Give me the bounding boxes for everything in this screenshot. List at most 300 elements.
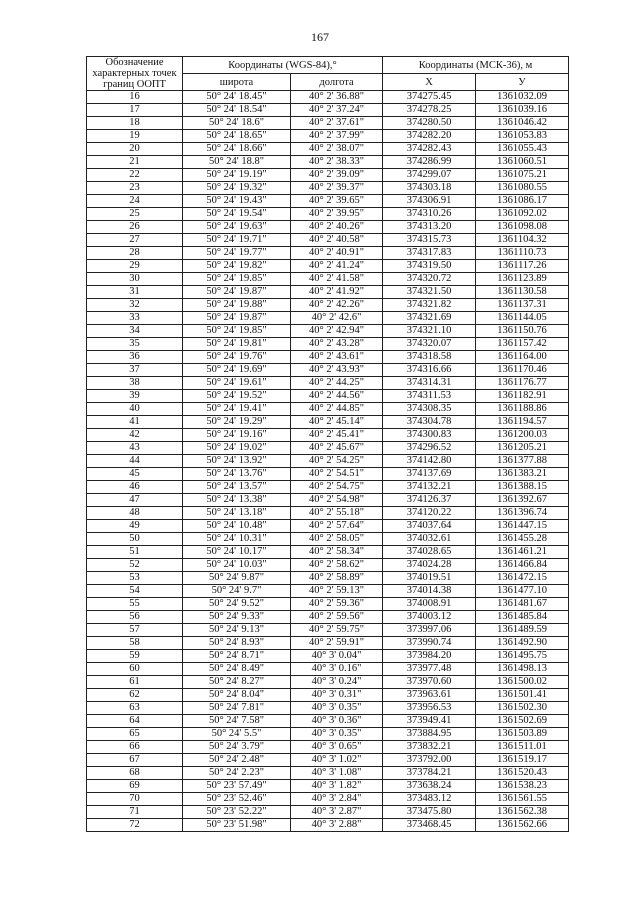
latitude-cell: 50° 24' 13.76" bbox=[183, 468, 291, 481]
y-coordinate-cell: 1361388.15 bbox=[476, 481, 569, 494]
latitude-cell: 50° 24' 13.18" bbox=[183, 507, 291, 520]
point-number-cell: 67 bbox=[87, 754, 183, 767]
x-coordinate-cell: 374282.20 bbox=[383, 130, 476, 143]
latitude-cell: 50° 24' 19.63" bbox=[183, 221, 291, 234]
point-number-cell: 39 bbox=[87, 390, 183, 403]
y-coordinate-cell: 1361188.86 bbox=[476, 403, 569, 416]
point-number-cell: 50 bbox=[87, 533, 183, 546]
latitude-cell: 50° 24' 19.54" bbox=[183, 208, 291, 221]
point-number-cell: 44 bbox=[87, 455, 183, 468]
y-coordinate-cell: 1361489.59 bbox=[476, 624, 569, 637]
table-row bbox=[87, 663, 569, 676]
table-row bbox=[87, 416, 569, 429]
latitude-cell: 50° 24' 9.13" bbox=[183, 624, 291, 637]
table-row bbox=[87, 572, 569, 585]
latitude-cell: 50° 24' 18.54" bbox=[183, 104, 291, 117]
latitude-cell: 50° 24' 19.87" bbox=[183, 312, 291, 325]
latitude-cell: 50° 24' 19.52" bbox=[183, 390, 291, 403]
x-coordinate-cell: 374014.38 bbox=[383, 585, 476, 598]
point-number-cell: 63 bbox=[87, 702, 183, 715]
table-row bbox=[87, 442, 569, 455]
x-coordinate-cell: 374120.22 bbox=[383, 507, 476, 520]
x-coordinate-cell: 374024.28 bbox=[383, 559, 476, 572]
latitude-cell: 50° 24' 8.04" bbox=[183, 689, 291, 702]
table-row bbox=[87, 728, 569, 741]
y-coordinate-cell: 1361098.08 bbox=[476, 221, 569, 234]
y-coordinate-cell: 1361205.21 bbox=[476, 442, 569, 455]
latitude-cell: 50° 24' 9.7" bbox=[183, 585, 291, 598]
longitude-cell: 40° 2' 45.41" bbox=[291, 429, 383, 442]
y-coordinate-cell: 1361561.55 bbox=[476, 793, 569, 806]
longitude-cell: 40° 2' 40.91" bbox=[291, 247, 383, 260]
latitude-cell: 50° 24' 9.33" bbox=[183, 611, 291, 624]
y-coordinate-cell: 1361383.21 bbox=[476, 468, 569, 481]
latitude-cell: 50° 24' 13.92" bbox=[183, 455, 291, 468]
x-coordinate-cell: 374317.83 bbox=[383, 247, 476, 260]
y-coordinate-cell: 1361130.58 bbox=[476, 286, 569, 299]
point-number-cell: 64 bbox=[87, 715, 183, 728]
longitude-cell: 40° 2' 40.26" bbox=[291, 221, 383, 234]
latitude-cell: 50° 24' 3.79" bbox=[183, 741, 291, 754]
table-row bbox=[87, 598, 569, 611]
table-row bbox=[87, 780, 569, 793]
table-row bbox=[87, 429, 569, 442]
table-row bbox=[87, 260, 569, 273]
latitude-cell: 50° 24' 8.27" bbox=[183, 676, 291, 689]
latitude-cell: 50° 24' 5.5" bbox=[183, 728, 291, 741]
latitude-cell: 50° 24' 19.02" bbox=[183, 442, 291, 455]
y-coordinate-cell: 1361110.73 bbox=[476, 247, 569, 260]
y-coordinate-cell: 1361200.03 bbox=[476, 429, 569, 442]
y-coordinate-cell: 1361060.51 bbox=[476, 156, 569, 169]
y-coordinate-cell: 1361377.88 bbox=[476, 455, 569, 468]
latitude-cell: 50° 24' 19.29" bbox=[183, 416, 291, 429]
longitude-cell: 40° 3' 1.82" bbox=[291, 780, 383, 793]
longitude-cell: 40° 2' 37.99" bbox=[291, 130, 383, 143]
longitude-cell: 40° 2' 59.36" bbox=[291, 598, 383, 611]
x-coordinate-cell: 373956.53 bbox=[383, 702, 476, 715]
table-row bbox=[87, 195, 569, 208]
y-coordinate-cell: 1361562.38 bbox=[476, 806, 569, 819]
latitude-cell: 50° 24' 13.38" bbox=[183, 494, 291, 507]
y-coordinate-cell: 1361194.57 bbox=[476, 416, 569, 429]
longitude-cell: 40° 3' 2.88" bbox=[291, 819, 383, 832]
y-coordinate-cell: 1361053.83 bbox=[476, 130, 569, 143]
table-row bbox=[87, 169, 569, 182]
point-number-cell: 37 bbox=[87, 364, 183, 377]
longitude-cell: 40° 2' 59.56" bbox=[291, 611, 383, 624]
longitude-cell: 40° 2' 42.94" bbox=[291, 325, 383, 338]
latitude-cell: 50° 23' 52.46" bbox=[183, 793, 291, 806]
x-coordinate-cell: 373784.21 bbox=[383, 767, 476, 780]
x-coordinate-cell: 373997.06 bbox=[383, 624, 476, 637]
x-coordinate-cell: 373832.21 bbox=[383, 741, 476, 754]
point-number-cell: 51 bbox=[87, 546, 183, 559]
point-number-cell: 42 bbox=[87, 429, 183, 442]
y-coordinate-cell: 1361039.16 bbox=[476, 104, 569, 117]
x-coordinate-cell: 374321.82 bbox=[383, 299, 476, 312]
longitude-cell: 40° 2' 44.25" bbox=[291, 377, 383, 390]
point-number-cell: 30 bbox=[87, 273, 183, 286]
longitude-cell: 40° 2' 44.56" bbox=[291, 390, 383, 403]
point-number-cell: 28 bbox=[87, 247, 183, 260]
longitude-cell: 40° 3' 1.02" bbox=[291, 754, 383, 767]
x-coordinate-cell: 374299.07 bbox=[383, 169, 476, 182]
latitude-cell: 50° 24' 10.31" bbox=[183, 533, 291, 546]
x-coordinate-cell: 374313.20 bbox=[383, 221, 476, 234]
table-row bbox=[87, 559, 569, 572]
table-row bbox=[87, 507, 569, 520]
longitude-cell: 40° 2' 36.88" bbox=[291, 91, 383, 104]
point-number-cell: 70 bbox=[87, 793, 183, 806]
table-row bbox=[87, 325, 569, 338]
table-row bbox=[87, 767, 569, 780]
y-coordinate-cell: 1361046.42 bbox=[476, 117, 569, 130]
x-coordinate-cell: 374310.26 bbox=[383, 208, 476, 221]
x-coordinate-cell: 374320.72 bbox=[383, 273, 476, 286]
x-coordinate-cell: 374321.10 bbox=[383, 325, 476, 338]
x-coordinate-cell: 374308.35 bbox=[383, 403, 476, 416]
longitude-cell: 40° 2' 39.65" bbox=[291, 195, 383, 208]
point-number-cell: 65 bbox=[87, 728, 183, 741]
longitude-cell: 40° 2' 59.91" bbox=[291, 637, 383, 650]
x-coordinate-cell: 374032.61 bbox=[383, 533, 476, 546]
point-number-cell: 61 bbox=[87, 676, 183, 689]
table-row bbox=[87, 741, 569, 754]
x-coordinate-cell: 374278.25 bbox=[383, 104, 476, 117]
latitude-cell: 50° 24' 9.52" bbox=[183, 598, 291, 611]
table-row bbox=[87, 299, 569, 312]
point-number-cell: 49 bbox=[87, 520, 183, 533]
table-row bbox=[87, 689, 569, 702]
point-number-cell: 25 bbox=[87, 208, 183, 221]
latitude-cell: 50° 24' 18.8" bbox=[183, 156, 291, 169]
x-coordinate-cell: 373963.61 bbox=[383, 689, 476, 702]
point-number-cell: 72 bbox=[87, 819, 183, 832]
longitude-cell: 40° 2' 43.28" bbox=[291, 338, 383, 351]
point-number-cell: 22 bbox=[87, 169, 183, 182]
point-number-cell: 29 bbox=[87, 260, 183, 273]
table-row bbox=[87, 754, 569, 767]
point-number-cell: 69 bbox=[87, 780, 183, 793]
y-coordinate-cell: 1361502.69 bbox=[476, 715, 569, 728]
table-row bbox=[87, 208, 569, 221]
y-coordinate-cell: 1361176.77 bbox=[476, 377, 569, 390]
longitude-cell: 40° 2' 58.62" bbox=[291, 559, 383, 572]
x-coordinate-cell: 374314.31 bbox=[383, 377, 476, 390]
latitude-cell: 50° 24' 2.48" bbox=[183, 754, 291, 767]
latitude-cell: 50° 24' 19.16" bbox=[183, 429, 291, 442]
latitude-cell: 50° 24' 19.69" bbox=[183, 364, 291, 377]
longitude-cell: 40° 3' 0.35" bbox=[291, 702, 383, 715]
point-number-cell: 31 bbox=[87, 286, 183, 299]
y-coordinate-cell: 1361562.66 bbox=[476, 819, 569, 832]
point-number-cell: 38 bbox=[87, 377, 183, 390]
longitude-cell: 40° 2' 39.95" bbox=[291, 208, 383, 221]
table-header bbox=[87, 57, 569, 91]
x-coordinate-cell: 374321.69 bbox=[383, 312, 476, 325]
table-row bbox=[87, 819, 569, 832]
latitude-cell: 50° 24' 10.48" bbox=[183, 520, 291, 533]
point-number-cell: 46 bbox=[87, 481, 183, 494]
x-coordinate-cell: 374126.37 bbox=[383, 494, 476, 507]
point-number-cell: 68 bbox=[87, 767, 183, 780]
x-coordinate-cell: 373977.48 bbox=[383, 663, 476, 676]
point-number-cell: 32 bbox=[87, 299, 183, 312]
longitude-cell: 40° 2' 40.58" bbox=[291, 234, 383, 247]
point-number-cell: 40 bbox=[87, 403, 183, 416]
longitude-cell: 40° 2' 57.64" bbox=[291, 520, 383, 533]
longitude-cell: 40° 2' 41.92" bbox=[291, 286, 383, 299]
latitude-cell: 50° 24' 19.87" bbox=[183, 286, 291, 299]
latitude-cell: 50° 24' 19.76" bbox=[183, 351, 291, 364]
latitude-cell: 50° 24' 18.65" bbox=[183, 130, 291, 143]
latitude-cell: 50° 24' 19.43" bbox=[183, 195, 291, 208]
table-row bbox=[87, 390, 569, 403]
y-coordinate-cell: 1361481.67 bbox=[476, 598, 569, 611]
longitude-cell: 40° 2' 55.18" bbox=[291, 507, 383, 520]
x-coordinate-cell: 374300.83 bbox=[383, 429, 476, 442]
latitude-cell: 50° 24' 9.87" bbox=[183, 572, 291, 585]
header-y: У bbox=[476, 74, 569, 91]
x-coordinate-cell: 374321.50 bbox=[383, 286, 476, 299]
table-row bbox=[87, 91, 569, 104]
latitude-cell: 50° 24' 8.71" bbox=[183, 650, 291, 663]
longitude-cell: 40° 2' 43.93" bbox=[291, 364, 383, 377]
latitude-cell: 50° 24' 19.85" bbox=[183, 273, 291, 286]
latitude-cell: 50° 24' 19.61" bbox=[183, 377, 291, 390]
x-coordinate-cell: 374008.91 bbox=[383, 598, 476, 611]
x-coordinate-cell: 373970.60 bbox=[383, 676, 476, 689]
table-row bbox=[87, 403, 569, 416]
longitude-cell: 40° 2' 58.89" bbox=[291, 572, 383, 585]
x-coordinate-cell: 373949.41 bbox=[383, 715, 476, 728]
x-coordinate-cell: 373638.24 bbox=[383, 780, 476, 793]
x-coordinate-cell: 373984.20 bbox=[383, 650, 476, 663]
table-row bbox=[87, 221, 569, 234]
table-row bbox=[87, 338, 569, 351]
header-latitude: широта bbox=[183, 74, 291, 91]
header-msk-group: Координаты (МСК-36), м bbox=[383, 57, 569, 74]
y-coordinate-cell: 1361492.90 bbox=[476, 637, 569, 650]
y-coordinate-cell: 1361396.74 bbox=[476, 507, 569, 520]
longitude-cell: 40° 2' 41.58" bbox=[291, 273, 383, 286]
longitude-cell: 40° 3' 0.35" bbox=[291, 728, 383, 741]
longitude-cell: 40° 3' 0.04" bbox=[291, 650, 383, 663]
point-number-cell: 48 bbox=[87, 507, 183, 520]
latitude-cell: 50° 24' 7.58" bbox=[183, 715, 291, 728]
y-coordinate-cell: 1361075.21 bbox=[476, 169, 569, 182]
point-number-cell: 18 bbox=[87, 117, 183, 130]
table-row bbox=[87, 676, 569, 689]
point-number-cell: 33 bbox=[87, 312, 183, 325]
longitude-cell: 40° 2' 43.61" bbox=[291, 351, 383, 364]
table-row bbox=[87, 468, 569, 481]
y-coordinate-cell: 1361495.75 bbox=[476, 650, 569, 663]
longitude-cell: 40° 3' 0.31" bbox=[291, 689, 383, 702]
table-row bbox=[87, 624, 569, 637]
x-coordinate-cell: 374316.66 bbox=[383, 364, 476, 377]
longitude-cell: 40° 3' 1.08" bbox=[291, 767, 383, 780]
latitude-cell: 50° 24' 18.6" bbox=[183, 117, 291, 130]
y-coordinate-cell: 1361123.89 bbox=[476, 273, 569, 286]
latitude-cell: 50° 24' 10.03" bbox=[183, 559, 291, 572]
x-coordinate-cell: 374306.91 bbox=[383, 195, 476, 208]
y-coordinate-cell: 1361150.76 bbox=[476, 325, 569, 338]
x-coordinate-cell: 374003.12 bbox=[383, 611, 476, 624]
point-number-cell: 53 bbox=[87, 572, 183, 585]
point-number-cell: 26 bbox=[87, 221, 183, 234]
longitude-cell: 40° 2' 58.05" bbox=[291, 533, 383, 546]
longitude-cell: 40° 2' 54.25" bbox=[291, 455, 383, 468]
longitude-cell: 40° 2' 37.61" bbox=[291, 117, 383, 130]
table-row bbox=[87, 182, 569, 195]
longitude-cell: 40° 2' 39.09" bbox=[291, 169, 383, 182]
y-coordinate-cell: 1361392.67 bbox=[476, 494, 569, 507]
latitude-cell: 50° 24' 2.23" bbox=[183, 767, 291, 780]
latitude-cell: 50° 24' 10.17" bbox=[183, 546, 291, 559]
latitude-cell: 50° 24' 8.93" bbox=[183, 637, 291, 650]
longitude-cell: 40° 3' 2.87" bbox=[291, 806, 383, 819]
point-number-cell: 56 bbox=[87, 611, 183, 624]
point-number-cell: 34 bbox=[87, 325, 183, 338]
point-number-cell: 55 bbox=[87, 598, 183, 611]
longitude-cell: 40° 3' 0.16" bbox=[291, 663, 383, 676]
y-coordinate-cell: 1361455.28 bbox=[476, 533, 569, 546]
y-coordinate-cell: 1361447.15 bbox=[476, 520, 569, 533]
y-coordinate-cell: 1361182.91 bbox=[476, 390, 569, 403]
longitude-cell: 40° 2' 38.33" bbox=[291, 156, 383, 169]
table-row bbox=[87, 143, 569, 156]
longitude-cell: 40° 3' 0.65" bbox=[291, 741, 383, 754]
table-row bbox=[87, 351, 569, 364]
latitude-cell: 50° 24' 8.49" bbox=[183, 663, 291, 676]
point-number-cell: 59 bbox=[87, 650, 183, 663]
x-coordinate-cell: 374282.43 bbox=[383, 143, 476, 156]
x-coordinate-cell: 373792.00 bbox=[383, 754, 476, 767]
y-coordinate-cell: 1361477.10 bbox=[476, 585, 569, 598]
point-number-cell: 52 bbox=[87, 559, 183, 572]
point-number-cell: 66 bbox=[87, 741, 183, 754]
point-number-cell: 54 bbox=[87, 585, 183, 598]
point-number-cell: 19 bbox=[87, 130, 183, 143]
y-coordinate-cell: 1361104.32 bbox=[476, 234, 569, 247]
latitude-cell: 50° 24' 19.88" bbox=[183, 299, 291, 312]
point-number-cell: 27 bbox=[87, 234, 183, 247]
x-coordinate-cell: 374280.50 bbox=[383, 117, 476, 130]
latitude-cell: 50° 23' 57.49" bbox=[183, 780, 291, 793]
table-row bbox=[87, 156, 569, 169]
point-number-cell: 71 bbox=[87, 806, 183, 819]
longitude-cell: 40° 3' 0.36" bbox=[291, 715, 383, 728]
y-coordinate-cell: 1361511.01 bbox=[476, 741, 569, 754]
x-coordinate-cell: 374028.65 bbox=[383, 546, 476, 559]
longitude-cell: 40° 2' 54.75" bbox=[291, 481, 383, 494]
table-row bbox=[87, 806, 569, 819]
longitude-cell: 40° 2' 39.37" bbox=[291, 182, 383, 195]
y-coordinate-cell: 1361092.02 bbox=[476, 208, 569, 221]
y-coordinate-cell: 1361485.84 bbox=[476, 611, 569, 624]
point-number-cell: 45 bbox=[87, 468, 183, 481]
header-point-designation: Обозначение характерных точек границ ООПТ bbox=[87, 57, 183, 91]
latitude-cell: 50° 23' 52.22" bbox=[183, 806, 291, 819]
y-coordinate-cell: 1361080.55 bbox=[476, 182, 569, 195]
point-number-cell: 23 bbox=[87, 182, 183, 195]
latitude-cell: 50° 24' 19.82" bbox=[183, 260, 291, 273]
table-row bbox=[87, 715, 569, 728]
table-row bbox=[87, 494, 569, 507]
longitude-cell: 40° 2' 59.75" bbox=[291, 624, 383, 637]
point-number-cell: 36 bbox=[87, 351, 183, 364]
point-number-cell: 58 bbox=[87, 637, 183, 650]
y-coordinate-cell: 1361144.05 bbox=[476, 312, 569, 325]
y-coordinate-cell: 1361170.46 bbox=[476, 364, 569, 377]
table-row bbox=[87, 247, 569, 260]
x-coordinate-cell: 373475.80 bbox=[383, 806, 476, 819]
header-longitude: долгота bbox=[291, 74, 383, 91]
table-row bbox=[87, 546, 569, 559]
point-number-cell: 62 bbox=[87, 689, 183, 702]
x-coordinate-cell: 373483.12 bbox=[383, 793, 476, 806]
table-row bbox=[87, 650, 569, 663]
table-row bbox=[87, 520, 569, 533]
table-row bbox=[87, 585, 569, 598]
y-coordinate-cell: 1361164.00 bbox=[476, 351, 569, 364]
point-number-cell: 41 bbox=[87, 416, 183, 429]
x-coordinate-cell: 374296.52 bbox=[383, 442, 476, 455]
latitude-cell: 50° 24' 19.32" bbox=[183, 182, 291, 195]
y-coordinate-cell: 1361520.43 bbox=[476, 767, 569, 780]
x-coordinate-cell: 374318.58 bbox=[383, 351, 476, 364]
point-number-cell: 35 bbox=[87, 338, 183, 351]
y-coordinate-cell: 1361519.17 bbox=[476, 754, 569, 767]
x-coordinate-cell: 373884.95 bbox=[383, 728, 476, 741]
y-coordinate-cell: 1361086.17 bbox=[476, 195, 569, 208]
table-row bbox=[87, 104, 569, 117]
latitude-cell: 50° 24' 18.45" bbox=[183, 91, 291, 104]
y-coordinate-cell: 1361466.84 bbox=[476, 559, 569, 572]
x-coordinate-cell: 374286.99 bbox=[383, 156, 476, 169]
latitude-cell: 50° 24' 18.66" bbox=[183, 143, 291, 156]
x-coordinate-cell: 374037.64 bbox=[383, 520, 476, 533]
table-row bbox=[87, 364, 569, 377]
longitude-cell: 40° 2' 59.13" bbox=[291, 585, 383, 598]
longitude-cell: 40° 2' 54.98" bbox=[291, 494, 383, 507]
y-coordinate-cell: 1361502.30 bbox=[476, 702, 569, 715]
y-coordinate-cell: 1361055.43 bbox=[476, 143, 569, 156]
table-row bbox=[87, 793, 569, 806]
table-row bbox=[87, 533, 569, 546]
table-row bbox=[87, 312, 569, 325]
x-coordinate-cell: 373990.74 bbox=[383, 637, 476, 650]
x-coordinate-cell: 373468.45 bbox=[383, 819, 476, 832]
point-number-cell: 17 bbox=[87, 104, 183, 117]
table-row bbox=[87, 130, 569, 143]
table-row bbox=[87, 637, 569, 650]
longitude-cell: 40° 2' 44.85" bbox=[291, 403, 383, 416]
latitude-cell: 50° 24' 19.71" bbox=[183, 234, 291, 247]
x-coordinate-cell: 374315.73 bbox=[383, 234, 476, 247]
table-body bbox=[87, 91, 569, 832]
y-coordinate-cell: 1361137.31 bbox=[476, 299, 569, 312]
latitude-cell: 50° 24' 19.81" bbox=[183, 338, 291, 351]
table-row bbox=[87, 481, 569, 494]
table-row bbox=[87, 117, 569, 130]
table-row bbox=[87, 611, 569, 624]
x-coordinate-cell: 374275.45 bbox=[383, 91, 476, 104]
y-coordinate-cell: 1361157.42 bbox=[476, 338, 569, 351]
latitude-cell: 50° 24' 19.19" bbox=[183, 169, 291, 182]
